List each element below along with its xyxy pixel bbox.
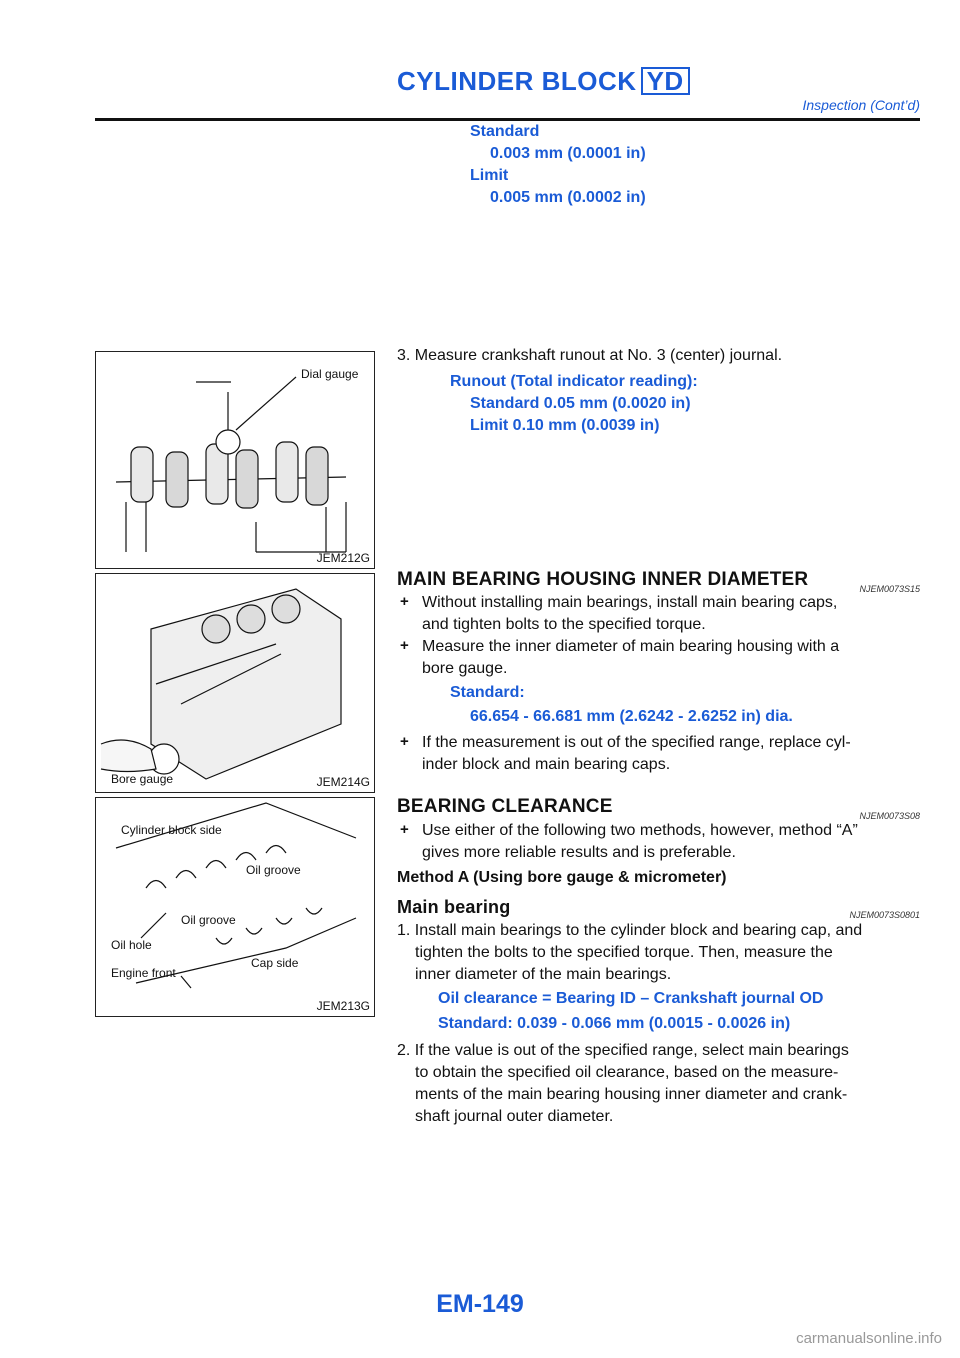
housing-b1-l2: and tighten bolts to the specified torque. xyxy=(422,616,706,633)
method-a-heading: Method A (Using bore gauge & micrometer) xyxy=(397,869,727,886)
figure-code: JEM213G xyxy=(316,999,370,1013)
housing-std-label: Standard: xyxy=(450,684,525,701)
runout-step: 3. Measure crankshaft runout at No. 3 (center) journal. xyxy=(397,347,783,364)
section-heading-housing: MAIN BEARING HOUSING INNER DIAMETER xyxy=(397,569,809,590)
section-title xyxy=(397,66,690,97)
housing-b2-l2: bore gauge. xyxy=(422,660,508,677)
section-subtitle: Inspection (Cont’d) xyxy=(802,97,920,113)
housing-std-value: 66.654 - 66.681 mm (2.6242 - 2.6252 in) dia. xyxy=(470,708,793,725)
clearance-b1-l2: gives more reliable results and is preferable. xyxy=(422,844,736,861)
section-ref-housing: NJEM0073S15 xyxy=(859,584,920,594)
main-bearing-heading: Main bearing xyxy=(397,897,511,917)
housing-b1-l1: Without installing main bearings, install main bearing caps, xyxy=(422,594,838,611)
section-heading-clearance: BEARING CLEARANCE xyxy=(397,796,613,817)
spec-limit-label: Limit xyxy=(470,167,509,184)
runout-standard: Standard 0.05 mm (0.0020 in) xyxy=(470,395,691,412)
callout-cylinder-block-side: Cylinder block side xyxy=(121,823,222,837)
bullet-1: + xyxy=(400,593,409,610)
housing-b3-l2: inder block and main bearing caps. xyxy=(422,756,671,773)
spec-limit-value: 0.005 mm (0.0002 in) xyxy=(490,189,646,206)
bullet-4: + xyxy=(400,821,409,838)
callout-cap-side: Cap side xyxy=(251,956,299,970)
cylinder-block-illustration xyxy=(96,574,374,792)
clearance-b1-l1: Use either of the following two methods, however, method “A” xyxy=(422,822,858,839)
callout-oil-hole: Oil hole xyxy=(111,938,152,952)
bullet-3: + xyxy=(400,733,409,750)
bore-gauge-callout: Bore gauge xyxy=(111,772,174,786)
figure-bore-gauge xyxy=(95,573,375,793)
section-ref-clearance: NJEM0073S08 xyxy=(859,811,920,821)
step2-l3: ments of the main bearing housing inner diameter and crank- xyxy=(415,1086,848,1103)
section-title-text: CYLINDER BLOCK xyxy=(397,66,637,96)
crankshaft-illustration xyxy=(96,352,374,568)
step2-l2: to obtain the specified oil clearance, based on the measure- xyxy=(415,1064,839,1081)
housing-b2-l1: Measure the inner diameter of main bearing housing with a xyxy=(422,638,840,655)
step2-l4: shaft journal outer diameter. xyxy=(415,1108,614,1125)
watermark: carmanualsonline.info xyxy=(796,1330,942,1347)
housing-b3-l1: If the measurement is out of the specified range, replace cyl- xyxy=(422,734,851,751)
figure-code: JEM212G xyxy=(316,551,370,565)
figure-bearings xyxy=(95,797,375,1017)
page-number: EM-149 xyxy=(436,1290,524,1318)
oil-clearance-formula: Oil clearance = Bearing ID – Crankshaft journal OD xyxy=(438,990,824,1007)
runout-label: Runout (Total indicator reading): xyxy=(450,373,698,390)
spec-standard-value: 0.003 mm (0.0001 in) xyxy=(490,145,646,162)
callout-engine-front: Engine front xyxy=(111,966,176,980)
runout-limit: Limit 0.10 mm (0.0039 in) xyxy=(470,417,660,434)
callout-oil-groove-2: Oil groove xyxy=(181,913,236,927)
figure-code: JEM214G xyxy=(316,775,370,789)
callout-oil-groove-1: Oil groove xyxy=(246,863,301,877)
engine-badge: YD xyxy=(641,67,690,95)
spec-standard-label: Standard xyxy=(470,123,540,140)
step1-l1: 1. Install main bearings to the cylinder block and bearing cap, and xyxy=(397,922,863,939)
dial-gauge-callout: Dial gauge xyxy=(301,367,359,381)
bullet-2: + xyxy=(400,637,409,654)
step1-l2: tighten the bolts to the specified torque. Then, measure the xyxy=(415,944,833,961)
figure-crankshaft-runout xyxy=(95,351,375,569)
main-bearing-ref: NJEM0073S0801 xyxy=(849,910,920,920)
step1-l3: inner diameter of the main bearings. xyxy=(415,966,672,983)
oil-clearance-standard: Standard: 0.039 - 0.066 mm (0.0015 - 0.0026 in) xyxy=(438,1015,791,1032)
step2-l1: 2. If the value is out of the specified range, select main bearings xyxy=(397,1042,849,1059)
